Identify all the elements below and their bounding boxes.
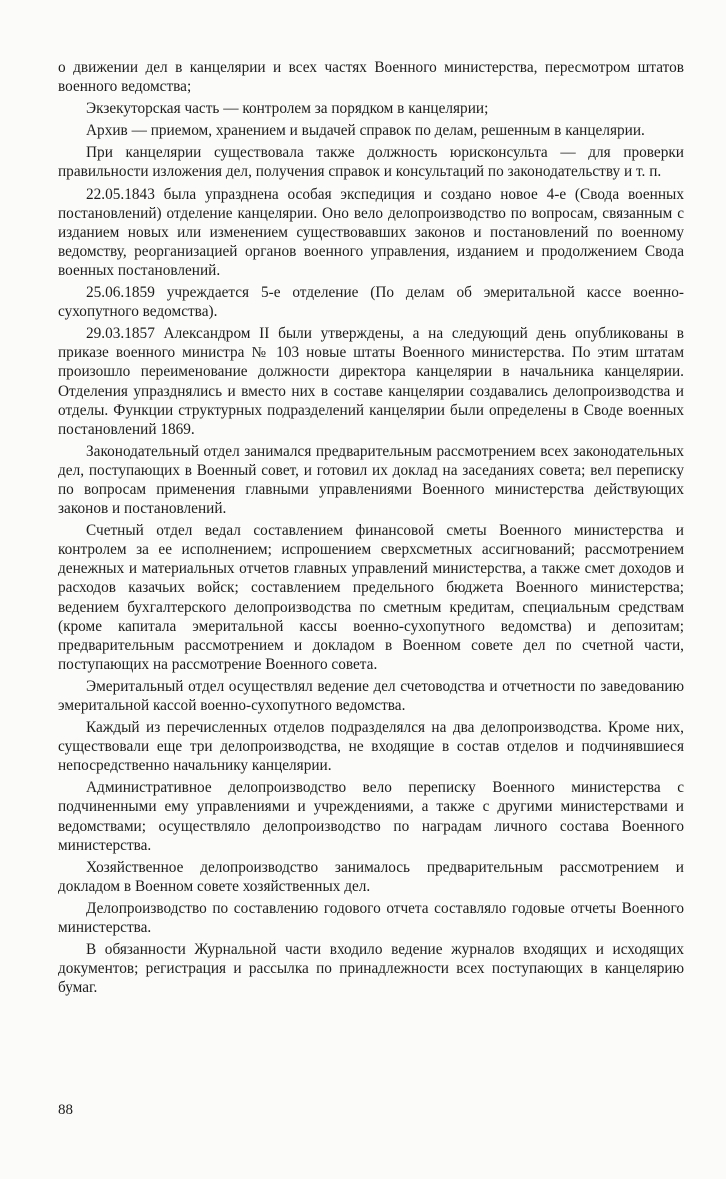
paragraph: Эмеритальный отдел осуществлял ведение дел счетоводства и отчетности по заведованию эмеритальной кассой военно-сухопутного ведомства. [58, 677, 684, 714]
paragraph: При канцелярии существовала также должность юрисконсульта — для проверки правильности изложения дел, получения справок и консультаций по законодательству и т. п. [58, 144, 684, 181]
paragraph: Делопроизводство по составлению годового отчета составляло годовые отчеты Военного министерства. [58, 899, 684, 937]
body-text [58, 58, 684, 1000]
paragraph: Архив — приемом, хранением и выдачей справок по делам, решенным в канцелярии. [86, 122, 645, 140]
paragraph: Экзекуторская часть — контролем за порядком в канцелярии; [86, 100, 489, 118]
paragraph: Счетный отдел ведал составлением финансовой сметы Военного министерства и контролем за ее исполнением; испрошением сверхсметных ассигнований; рассмотрением денежных и материальных отчетов главных управлений министерства, а также смет доходов и расходов казачьих войск; составлением предельного бюджета Военного министерства; ведением бухгалтерского делопроизводства по сметным кредитам, специальным средствам (кроме капитала эмеритальной кассы военно-сухопутного ведомства) и депозитам; предварительным рассмотрением и докладом в Военном совете дел по счетной части, поступающих на рассмотрение Военного совета. [58, 522, 684, 673]
paragraph: Хозяйственное делопроизводство занималось предварительным рассмотрением и докладом в Военном совете хозяйственных дел. [58, 858, 684, 895]
paragraph: Административное делопроизводство вело переписку Военного министерства с подчиненными ему управлениями и учреждениями, а также с другими министерствами и ведомствами; осуществляло делопроизводство по наградам личного состава Военного министерства. [58, 779, 684, 854]
paragraph: 25.06.1859 учреждается 5-е отделение (По делам об эмеритальной кассе военно-сухопутного ведомства). [58, 284, 684, 321]
paragraph: Каждый из перечисленных отделов подразделялся на два делопроизводства. Кроме них, существовали еще три делопроизводства, не входящие в состав отделов и подчинявшиеся непосредственно начальнику канцелярии. [58, 719, 684, 775]
paragraph: о движении дел в канцелярии и всех частях Военного министерства, пересмотром штатов военного ведомства; [58, 59, 684, 96]
paragraph: Законодательный отдел занимался предварительным рассмотрением всех законодательных дел, поступающих в Военный совет, и готовил их доклад на заседаниях совета; вел переписку по вопросам применения главными управлениями Военного министерства действующих законов и постановлений. [58, 442, 684, 518]
paragraph: 22.05.1843 была упразднена особая экспедиция и создано новое 4-е (Свода военных постановлений) отделение канцелярии. Оно вело делопроизводство по вопросам, связанным с изданием новых или изменением существовавших законов и постановлений по военному ведомству, реорганизацией органов военного управления, изданием и продолжением Свода военных постановлений. [58, 185, 684, 279]
page-number: 88 [58, 1102, 73, 1118]
paragraph: 29.03.1857 Александром II были утверждены, а на следующий день опубликованы в приказе военного министра № 103 новые штаты Военного министерства. По этим штатам произошло переименование должности директора канцелярии в начальника канцелярии. Отделения упразднялись и вместо них в составе канцелярии создавались делопроизводства и отделы. Функции структурных подразделений канцелярии были определены в Своде военных постановлений 1869. [58, 325, 684, 438]
paragraph: В обязанности Журнальной части входило ведение журналов входящих и исходящих документов; регистрация и рассылка по принадлежности всех поступающих в канцелярию бумаг. [58, 941, 684, 997]
